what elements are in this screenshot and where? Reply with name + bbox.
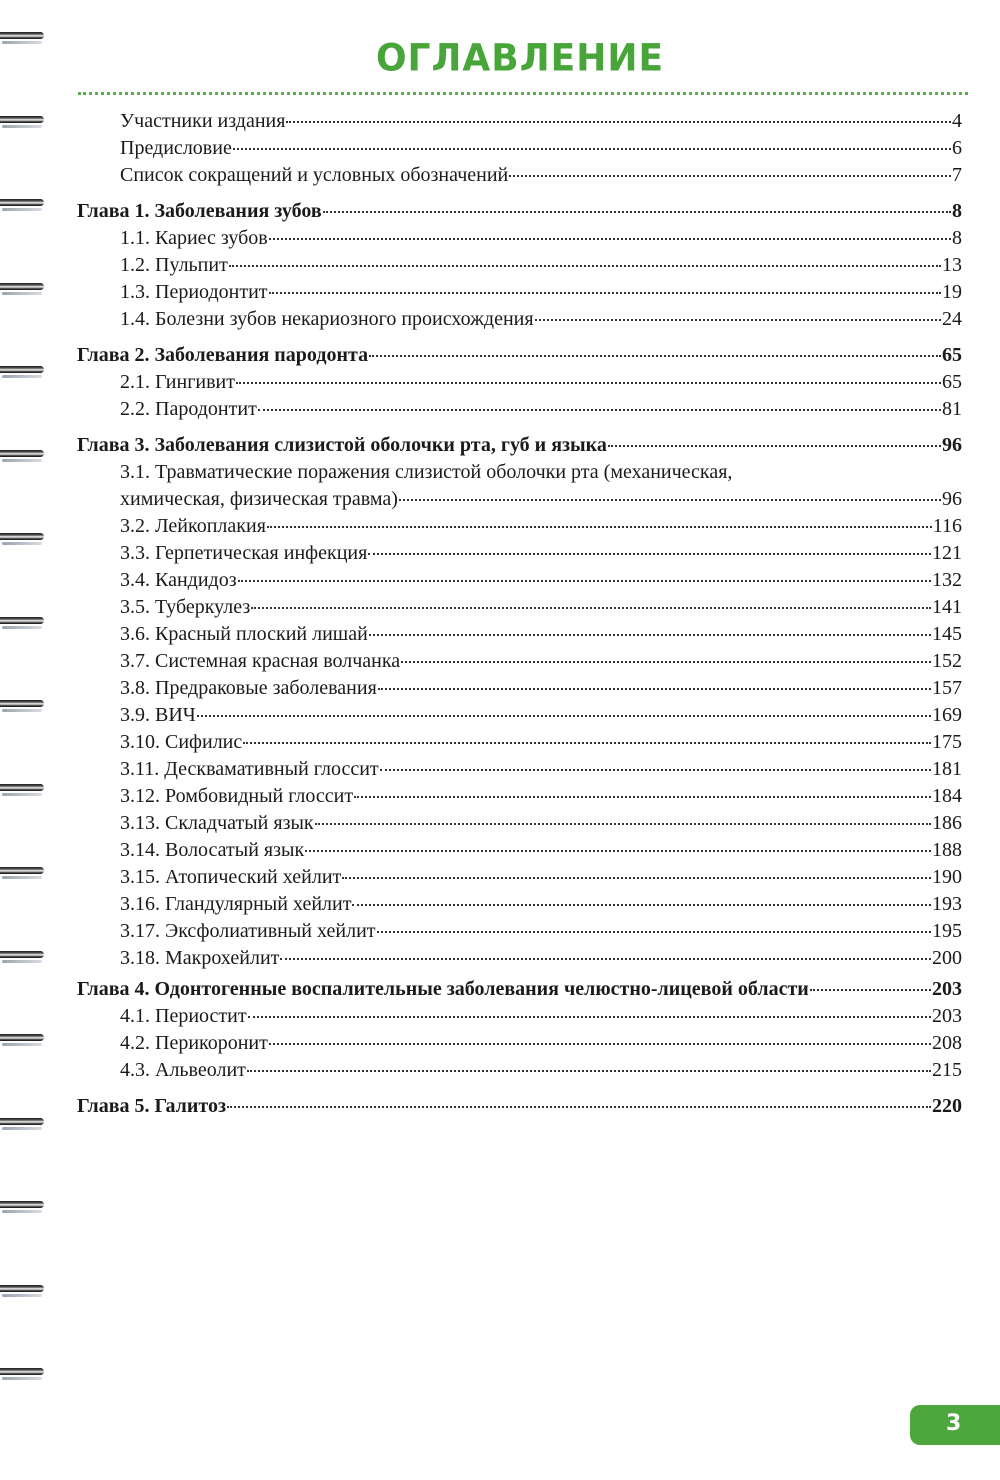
toc-entry[interactable]: 3.9. ВИЧ 169 xyxy=(120,704,962,726)
toc-entry[interactable]: 3.8. Предраковые заболевания 157 xyxy=(120,677,962,699)
toc-entry[interactable]: 2.2. Пародонтит 81 xyxy=(120,398,962,420)
toc-entry[interactable]: 3.7. Системная красная волчанка 152 xyxy=(120,650,962,672)
toc-entry[interactable]: 3.11. Десквамативный глоссит 181 xyxy=(120,758,962,780)
toc-entry[interactable]: 3.5. Туберкулез 141 xyxy=(120,596,962,618)
spiral-ring xyxy=(0,615,46,631)
toc-chapter-4[interactable]: Глава 4. Одонтогенные воспалительные заболевания челюстно-лицевой области 203 xyxy=(77,978,962,1000)
toc-entry[interactable]: Участники издания 4 xyxy=(120,110,962,132)
page-number-badge xyxy=(910,1405,1000,1445)
spiral-ring xyxy=(0,1366,46,1382)
spiral-ring xyxy=(0,865,46,881)
toc-entry[interactable]: 3.12. Ромбовидный глоссит 184 xyxy=(120,785,962,807)
toc-entry[interactable]: 3.2. Лейкоплакия 116 xyxy=(120,515,962,537)
spiral-ring xyxy=(0,364,46,380)
toc-entry[interactable]: 3.18. Макрохейлит 200 xyxy=(120,947,962,969)
toc-entry[interactable]: 4.2. Перикоронит 208 xyxy=(120,1032,962,1054)
toc-entry[interactable]: Предисловие 6 xyxy=(120,137,962,159)
toc-entry[interactable]: 2.1. Гингивит 65 xyxy=(120,371,962,393)
toc-entry-line[interactable]: 3.1. Травматические поражения слизистой оболочки рта (механическая, xyxy=(120,461,733,483)
spiral-ring xyxy=(0,197,46,213)
spiral-ring xyxy=(0,531,46,547)
page-number: 3 xyxy=(946,1411,962,1436)
spiral-ring xyxy=(0,782,46,798)
toc-entry[interactable]: 3.6. Красный плоский лишай 145 xyxy=(120,623,962,645)
toc-entry[interactable]: 3.14. Волосатый язык 188 xyxy=(120,839,962,861)
toc-entry[interactable]: 1.3. Периодонтит 19 xyxy=(120,281,962,303)
spiral-ring xyxy=(0,1283,46,1299)
spiral-ring xyxy=(0,1116,46,1132)
spiral-ring xyxy=(0,281,46,297)
toc-entry[interactable]: 1.1. Кариес зубов 8 xyxy=(120,227,962,249)
toc-chapter-2[interactable]: Глава 2. Заболевания пародонта 65 xyxy=(77,344,962,366)
toc-entry[interactable]: Список сокращений и условных обозначений 7 xyxy=(120,164,962,186)
title-dotted-rule xyxy=(78,92,968,95)
toc-entry[interactable]: 4.3. Альвеолит 215 xyxy=(120,1059,962,1081)
spiral-ring xyxy=(0,949,46,965)
toc-chapter-1[interactable]: Глава 1. Заболевания зубов 8 xyxy=(77,200,962,222)
toc-entry[interactable]: 3.16. Гландулярный хейлит 193 xyxy=(120,893,962,915)
spiral-binding xyxy=(0,30,50,1450)
toc-entry[interactable]: 4.1. Периостит 203 xyxy=(120,1005,962,1027)
spiral-ring xyxy=(0,448,46,464)
spiral-ring xyxy=(0,698,46,714)
spiral-ring xyxy=(0,1032,46,1048)
toc-entry[interactable]: 3.3. Герпетическая инфекция 121 xyxy=(120,542,962,564)
spiral-ring xyxy=(0,1199,46,1215)
toc-entry[interactable]: 3.13. Складчатый язык 186 xyxy=(120,812,962,834)
toc-chapter-5[interactable]: Глава 5. Галитоз 220 xyxy=(77,1095,962,1117)
toc-entry[interactable]: 3.10. Сифилис 175 xyxy=(120,731,962,753)
toc-entry[interactable]: химическая, физическая травма) 96 xyxy=(120,488,962,510)
toc-entry[interactable]: 1.2. Пульпит 13 xyxy=(120,254,962,276)
toc-entry[interactable]: 3.17. Эксфолиативный хейлит 195 xyxy=(120,920,962,942)
toc-entry[interactable]: 3.4. Кандидоз 132 xyxy=(120,569,962,591)
toc-entry[interactable]: 1.4. Болезни зубов некариозного происхождения 24 xyxy=(120,308,962,330)
page-title: ОГЛАВЛЕНИЕ xyxy=(375,36,665,81)
toc-chapter-3[interactable]: Глава 3. Заболевания слизистой оболочки рта, губ и языка 96 xyxy=(77,434,962,456)
spiral-ring xyxy=(0,114,46,130)
toc-entry[interactable]: 3.15. Атопический хейлит 190 xyxy=(120,866,962,888)
